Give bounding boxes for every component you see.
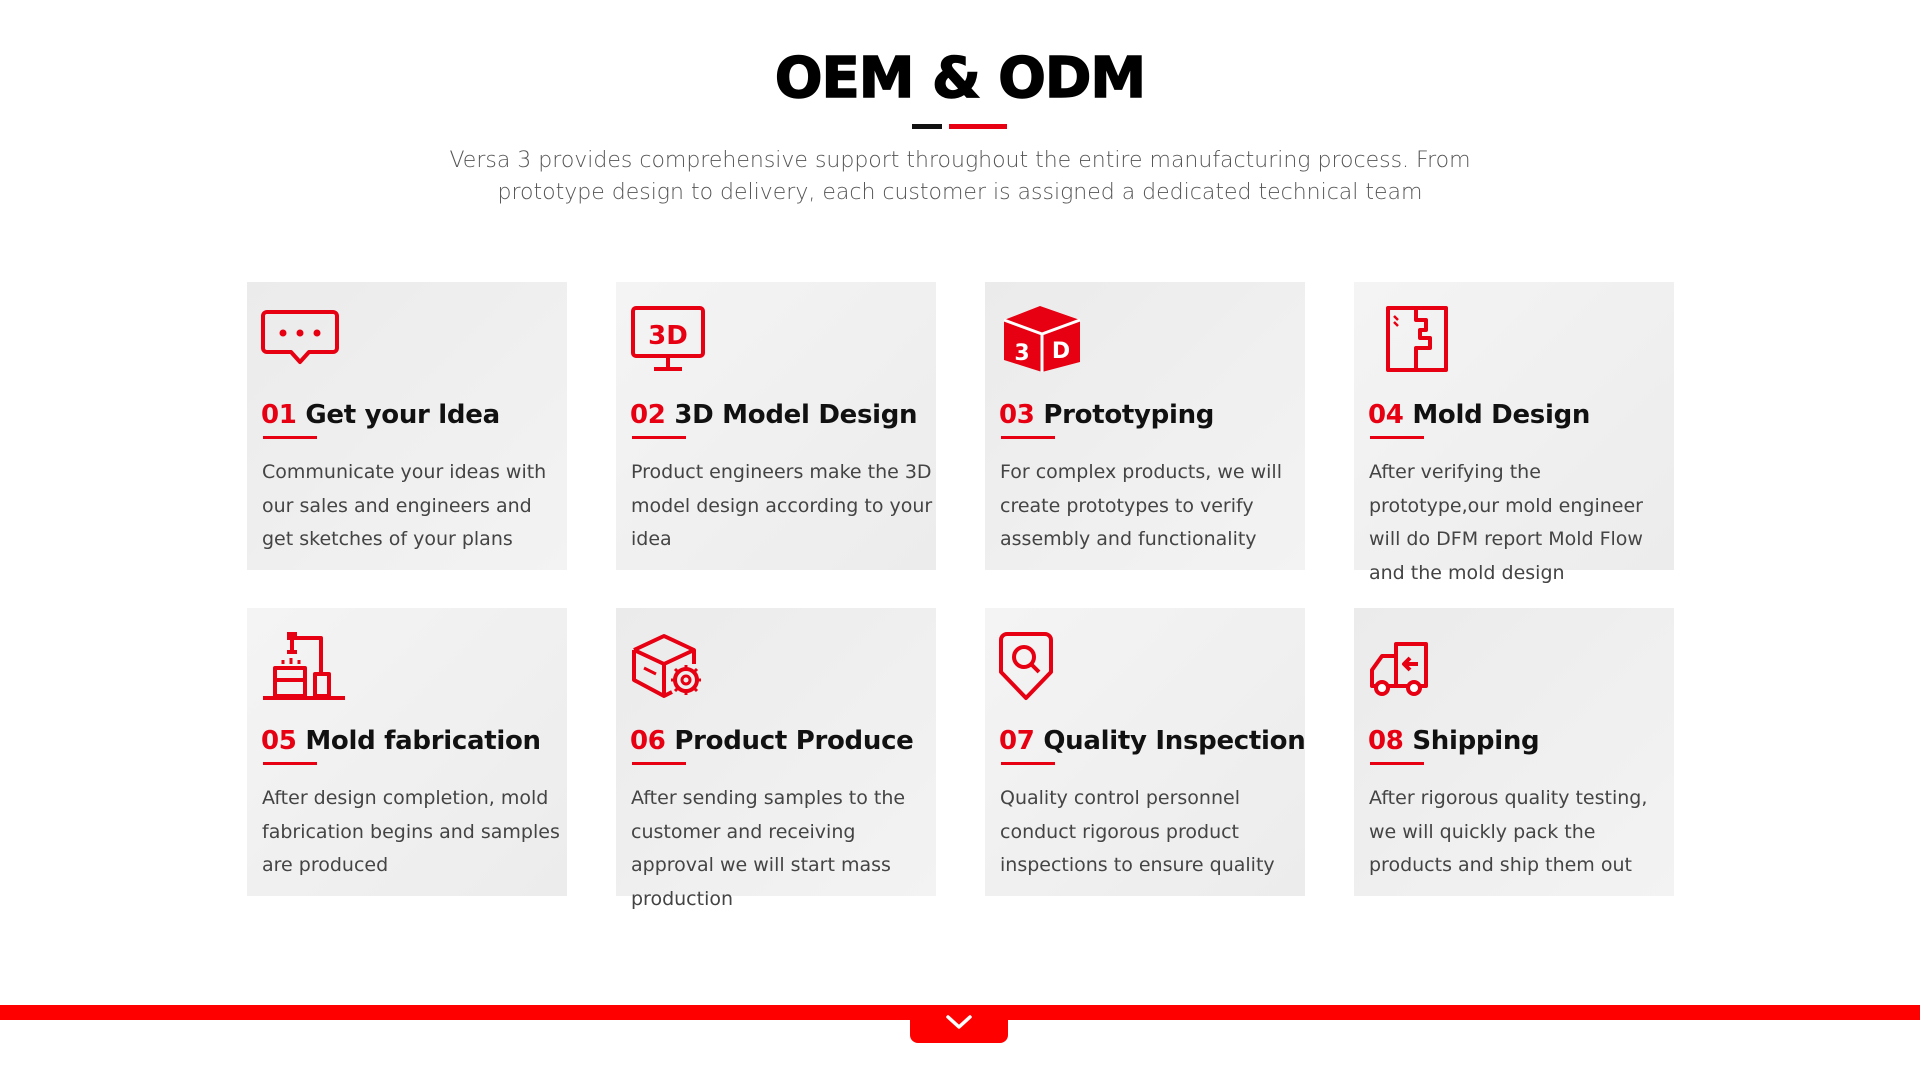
step-card-05	[247, 608, 567, 896]
step-title: 02 3D Model Design	[630, 400, 918, 430]
step-divider	[263, 762, 317, 765]
svg-text:3: 3	[1014, 341, 1030, 366]
robot-arm-icon	[261, 630, 347, 702]
step-description: Product engineers make the 3D model design according to your idea	[631, 461, 933, 550]
step-divider	[632, 436, 686, 439]
step-divider	[1370, 436, 1424, 439]
step-title: 07 Quality Inspection	[999, 726, 1306, 756]
box-gear-icon	[630, 630, 716, 702]
step-card-02	[616, 282, 936, 570]
title-underline-red	[949, 124, 1007, 129]
step-description: Quality control personnel conduct rigorous product inspections to ensure quality	[1000, 787, 1275, 876]
step-title: 08 Shipping	[1368, 726, 1540, 756]
svg-text:D: D	[1051, 339, 1071, 364]
step-card-07	[985, 608, 1305, 896]
step-title: 04 Mold Design	[1368, 400, 1591, 430]
step-divider	[263, 436, 317, 439]
page-subtitle: Versa 3 provides comprehensive support throughout the entire manufacturing process. From prototype design to delivery, each customer is assigned a dedicated technical team	[449, 148, 1471, 205]
step-card-08	[1354, 608, 1674, 896]
scroll-down-button[interactable]	[910, 1005, 1008, 1043]
step-description: After verifying the prototype,our mold engineer will do DFM report Mold Flow and the mold design	[1369, 461, 1643, 584]
title-underline-dark	[912, 124, 942, 129]
step-divider	[632, 762, 686, 765]
step-divider	[1370, 762, 1424, 765]
page-title: OEM & ODM	[774, 46, 1146, 111]
3d-cube-icon	[999, 304, 1085, 376]
step-description: After design completion, mold fabrication begins and samples are produced	[262, 787, 560, 876]
step-description: Communicate your ideas with our sales and engineers and get sketches of your plans	[262, 461, 547, 550]
step-description: After rigorous quality testing, we will quickly pack the products and ship them out	[1369, 787, 1648, 876]
chat-bubble-icon	[261, 304, 347, 376]
step-divider	[1001, 436, 1055, 439]
step-card-06	[616, 608, 936, 910]
step-divider	[1001, 762, 1055, 765]
step-description: After sending samples to the customer and receiving approval we will start mass production	[631, 787, 906, 910]
step-title: 03 Prototyping	[999, 400, 1215, 430]
3d-monitor-icon	[630, 304, 716, 376]
mold-design-icon	[1368, 304, 1454, 376]
step-title: 01 Get your ldea	[261, 400, 500, 430]
delivery-truck-icon	[1368, 630, 1454, 702]
chevron-down-icon	[944, 1013, 974, 1036]
svg-text:3D: 3D	[648, 321, 688, 351]
step-description: For complex products, we will create prototypes to verify assembly and functionality	[1000, 461, 1282, 550]
step-card-03	[985, 282, 1305, 570]
step-card-04	[1354, 282, 1674, 584]
step-card-01	[247, 282, 567, 570]
magnifier-shield-icon	[999, 630, 1085, 702]
step-title: 06 Product Produce	[630, 726, 914, 756]
step-title: 05 Mold fabrication	[261, 726, 541, 756]
